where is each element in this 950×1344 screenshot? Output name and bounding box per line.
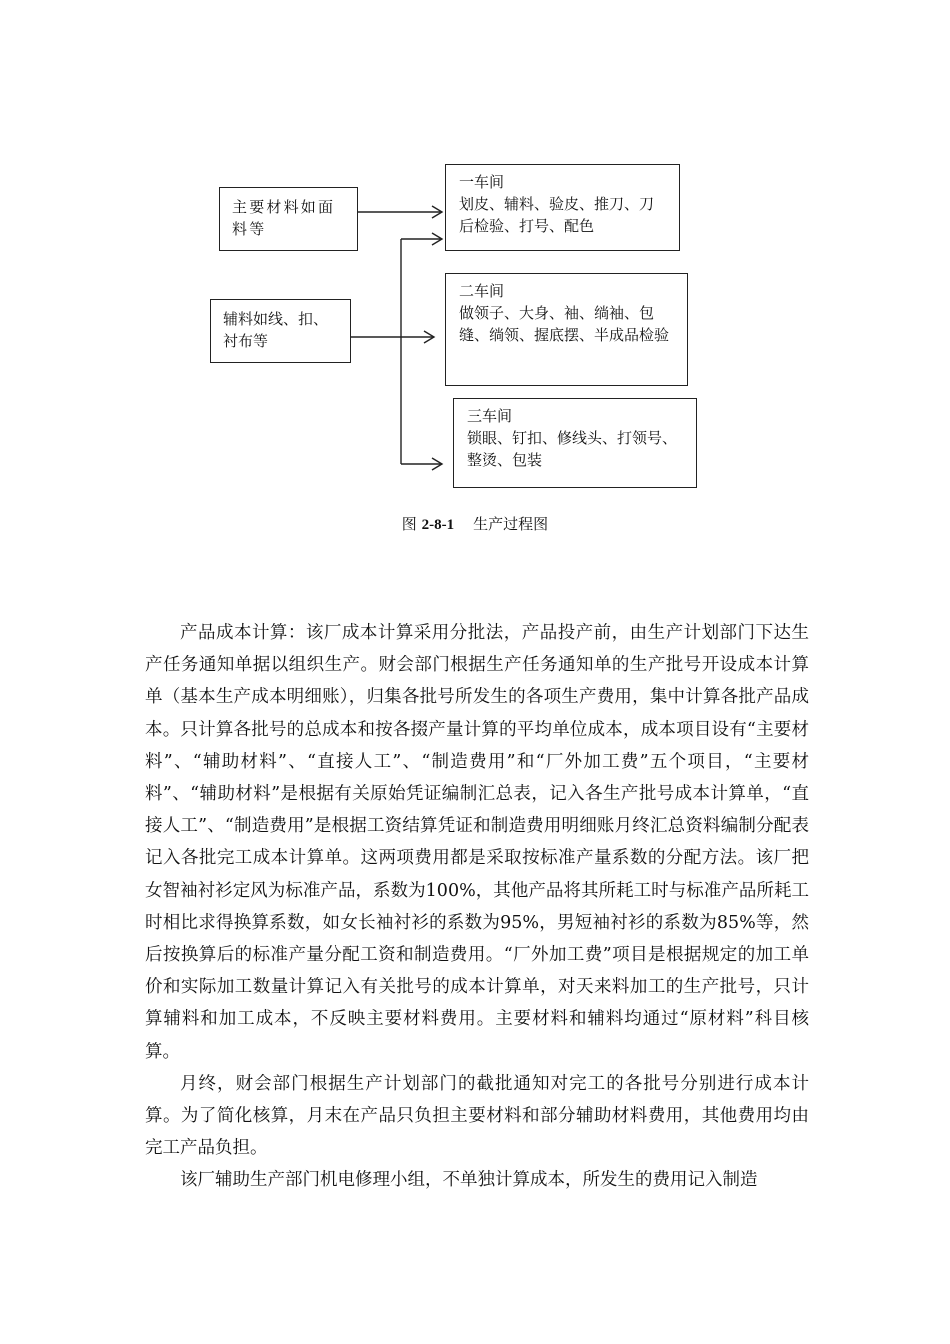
workshop-name: 三车间 [467, 407, 513, 425]
body-text [145, 617, 809, 1197]
workshop-tasks: 锁眼、钉扣、修线头、打领号、整烫、包装 [467, 429, 678, 469]
figure-caption [0, 513, 950, 536]
input-box-main-material [219, 187, 358, 251]
aux-material-label: 辅料如线、扣、衬布等 [223, 310, 329, 350]
production-process-diagram [0, 0, 950, 500]
workshop-box-1 [445, 164, 680, 251]
workshop-tasks: 做领子、大身、袖、绱袖、包缝、绱领、握底摆、半成品检验 [459, 304, 670, 344]
caption-prefix: 图 [401, 515, 417, 533]
main-material-label: 主要材料如面料等 [232, 198, 336, 238]
paragraph: 月终，财会部门根据生产计划部门的截批通知对完工的各批号分别进行成本计算。为了简化核算，月末在产品只负担主要材料和部分辅助材料费用，其他费用均由完工产品负担。 [145, 1073, 809, 1159]
workshop-name: 一车间 [459, 173, 505, 191]
workshop-box-2 [445, 273, 688, 386]
workshop-name: 二车间 [459, 282, 505, 300]
input-box-aux-material [210, 299, 351, 363]
workshop-box-3 [453, 398, 697, 488]
caption-title: 生产过程图 [473, 515, 549, 533]
paragraph: 该厂辅助生产部门机电修理小组，不单独计算成本，所发生的费用记入制造 [180, 1170, 758, 1191]
workshop-tasks: 划皮、辅料、验皮、推刀、刀后检验、打号、配色 [459, 195, 655, 235]
paragraph: 产品成本计算：该厂成本计算采用分批法，产品投产前，由生产计划部门下达生产任务通知单据以组织生产。财会部门根据生产任务通知单的生产批号开设成本计算单（基本生产成本明细账），归集各批号所发生的各项生产费用，集中计算各批产品成本。只计算各批号的总成本和按各掇产量计算的平均单位成本，成本项目设有“主要材料”、“辅助材料”、“直接人工”、“制造费用”和“厂外加工费”五个项目，“主要材料”、“辅助材料”是根据有关原始凭证编制汇总表，记入各生产批号成本计算单，“直接人工”、“制造费用”是根据工资结算凭证和制造费用明细账月终汇总资料编制分配表记入各批完工成本计算单。这两项费用都是采取按标准产量系数的分配方法。该厂把女智袖衬衫定风为标准产品，系数为100%，其他产品将其所耗工时与标准产品所耗工时相比求得换算系数，如女长袖衬衫的系数为95%，男短袖衬衫的系数为85%等，然后按换算后的标准产量分配工资和制造费用。“厂外加工费”项目是根据规定的加工单价和实际加工数量计算记入有关批号的成本计算单，对天来料加工的生产批号，只计算辅料和加工成本，不反映主要材料费用。主要材料和辅料均通过“原材料”科目核算。 [145, 623, 809, 1062]
caption-number: 2-8-1 [421, 517, 455, 533]
